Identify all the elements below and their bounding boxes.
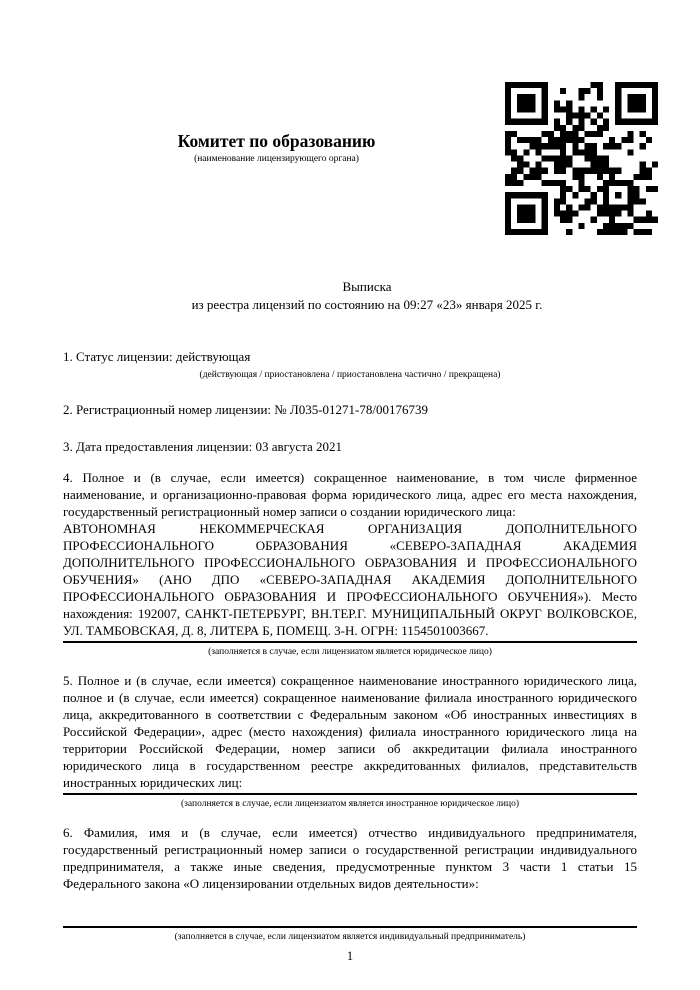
item-3-license-date	[63, 438, 637, 455]
item-5-text: 5. Полное и (в случае, если имеется) сокращенное наименование иностранного юридического лица, полное и (в случае, если имеется) сокращенное наименование филиала иностранного юридического лица, аккредитованного в соответствии с Федеральным законом «Об иностранных инвестициях в Российской Федерации», адрес (место нахождения) филиала иностранного юридического лица на территории Российской Федерации, номер записи об аккредитации филиала иностранного юридического лица в государственном реестре аккредитованных филиалов, представительств иностранных юридических лиц:	[63, 673, 637, 790]
item-2-registration-number	[63, 401, 637, 418]
extract-title: Выписка	[342, 279, 392, 294]
item-6-individual-entrepreneur	[63, 824, 637, 943]
licensing-authority-block	[63, 130, 490, 164]
item-1-text: 1. Статус лицензии: действующая	[63, 349, 251, 364]
item-2-text: 2. Регистрационный номер лицензии: № Л035-01271-78/00176739	[63, 402, 429, 417]
item-6-caption: (заполняется в случае, если лицензиатом является индивидуальный предприниматель)	[174, 932, 526, 942]
item-3-text: 3. Дата предоставления лицензии: 03 августа 2021	[63, 439, 343, 454]
item-4-caption: (заполняется в случае, если лицензиатом является юридическое лицо)	[208, 647, 492, 657]
fill-line	[63, 926, 637, 928]
document-header	[0, 0, 700, 235]
item-4-legal-entity	[63, 469, 637, 658]
item-1-caption: (действующая / приостановлена / приостановлена частично / прекращена)	[199, 370, 501, 380]
page-number: 1	[346, 949, 354, 963]
item-5-caption: (заполняется в случае, если лицензиатом является иностранное юридическое лицо)	[181, 799, 519, 809]
document-body	[63, 278, 637, 943]
licensing-authority-name: Комитет по образованию	[177, 131, 376, 151]
fill-line	[63, 793, 637, 795]
qr-code-icon	[505, 82, 658, 235]
item-4-legal-entity-value: АВТОНОМНАЯ НЕКОММЕРЧЕСКАЯ ОРГАНИЗАЦИЯ ДОПОЛНИТЕЛЬНОГО ПРОФЕССИОНАЛЬНОГО ОБРАЗОВАНИЯ «СЕВЕРО-ЗАПАДНАЯ АКАДЕМИЯ ДОПОЛНИТЕЛЬНОГО ПРОФЕССИОНАЛЬНОГО ОБРАЗОВАНИЯ И ПРОФЕССИОНАЛЬНОГО ОБУЧЕНИЯ» (АНО ДПО «СЕВЕРО-ЗАПАДНАЯ АКАДЕМИЯ ДОПОЛНИТЕЛЬНОГО ПРОФЕССИОНАЛЬНОГО ОБРАЗОВАНИЯ И ПРОФЕССИОНАЛЬНОГО ОБУЧЕНИЯ»). Место нахождения: 192007, САНКТ-ПЕТЕРБУРГ, ВН.ТЕР.Г. МУНИЦИПАЛЬНЫЙ ОКРУГ ВОЛКОВСКОЕ, УЛ. ТАМБОВСКАЯ, Д. 8, ЛИТЕРА Б, ПОМЕЩ. 3-Н. ОГРН: 1154501003667.	[63, 521, 637, 638]
item-4-text: 4. Полное и (в случае, если имеется) сокращенное наименование, в том числе фирменное наименование, и организационно-правовая форма юридического лица, адрес его места нахождения, государственный регистрационный номер записи о создании юридического лица:	[63, 470, 637, 519]
fill-line	[63, 641, 637, 643]
item-6-text: 6. Фамилия, имя и (в случае, если имеется) отчество индивидуального предпринимателя, государственный регистрационный номер записи о государственной регистрации индивидуального предпринимателя, а также иные сведения, предусмотренные пунктом 3 части 1 статьи 15 Федерального закона «О лицензировании отдельных видов деятельности»:	[63, 825, 637, 891]
extract-subtitle: из реестра лицензий по состоянию на 09:27 «23» января 2025 г.	[191, 297, 543, 312]
licensing-authority-caption: (наименование лицензирующего органа)	[194, 154, 359, 164]
item-1-license-status	[63, 348, 637, 381]
item-5-foreign-entity	[63, 672, 637, 810]
extract-title-block	[63, 278, 637, 314]
